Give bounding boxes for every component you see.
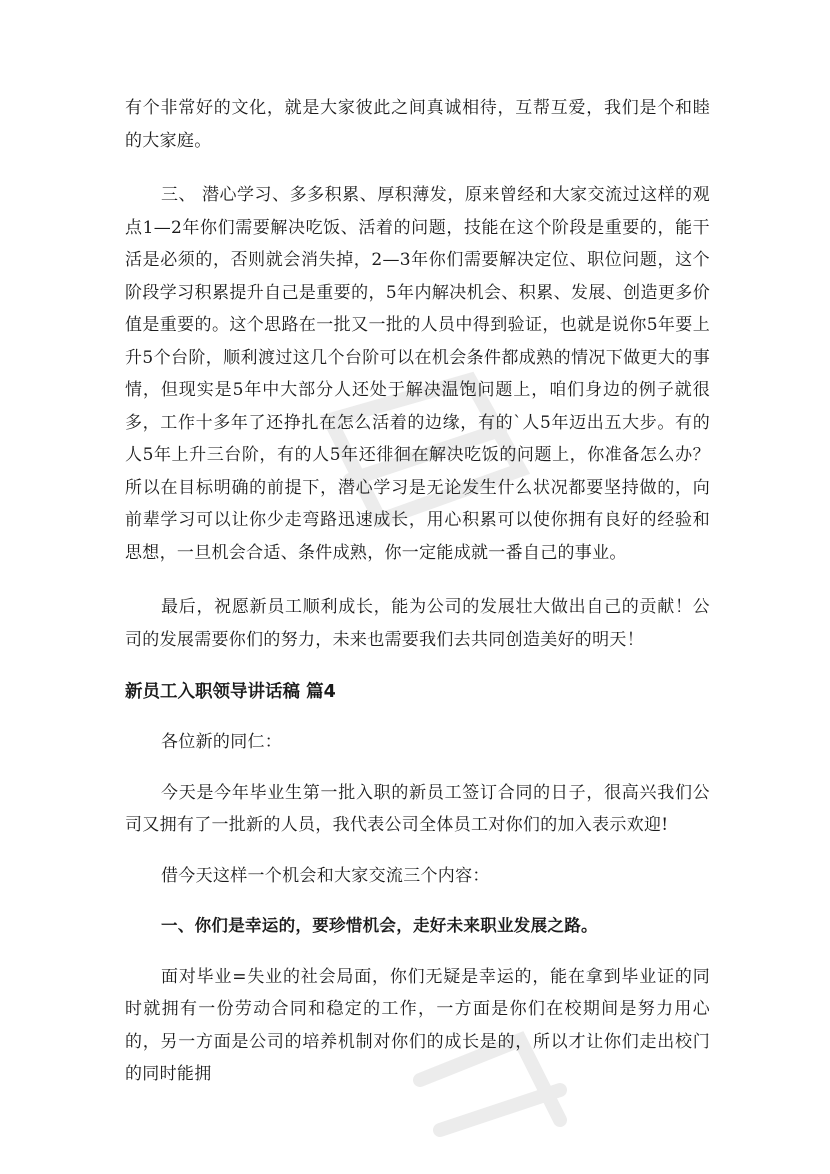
paragraph-body-one: 面对毕业=失业的社会局面，你们无疑是幸运的，能在拿到毕业证的同时就拥有一份劳动合同和稳定的工作，一方面是你们在校期间是努力用心的，另一方面是公司的培养机制对你们的成长是的，所以才让你们走出校门的同时能拥 [125, 966, 710, 1084]
paragraph-culture: 有个非常好的文化，就是大家彼此之间真诚相待，互帮互爱，我们是个和睦的大家庭。 [125, 98, 710, 151]
section-heading: 新员工入职领导讲话稿 篇4 [125, 682, 336, 702]
point-one-heading: 一、你们是幸运的，要珍惜机会，走好未来职业发展之路。 [161, 916, 598, 935]
greeting: 各位新的同仁： [161, 732, 283, 752]
paragraph-point-three: 三、 潜心学习、多多积累、厚积薄发，原来曾经和大家交流过这样的观点1—2年你们需要解决吃饭、活着的问题，技能在这个阶段是重要的，能干活是必须的，否则就会消失掉，2—3年你们需要解决定位、职位问题，这个阶段学习积累提升自己是重要的，5年内解决机会、积累、发展、创造更多价值是重要的。这个思路在一批又一批的人员中得到验证，也就是说你5年要上升5个台阶，顺利渡过这几个台阶可以在机会条件都成熟的情况下做更大的事情，但现实是5年中大部分人还处于解决温饱问题上，咱们身边的例子就很多，工作十多年了还挣扎在怎么活着的边缘，有的`人5年迈出五大步。有的人5年上升三台阶，有的人5年还徘徊在解决吃饭的问题上，你准备怎么办？所以在目标明确的前提下，潜心学习是无论发生什么状况都要坚持做的，向前辈学习可以让你少走弯路迅速成长，用心积累可以使你拥有良好的经验和思想，一旦机会合适、条件成熟，你一定能成就一番自己的事业。 [125, 185, 710, 563]
document-page [125, 92, 710, 1091]
paragraph-intro: 今天是今年毕业生第一批入职的新员工签订合同的日子，很高兴我们公司又拥有了一批新的人员，我代表公司全体员工对你们的加入表示欢迎! [125, 782, 710, 835]
paragraph-transition: 借今天这样一个机会和大家交流三个内容： [161, 865, 490, 886]
paragraph-closing: 最后，祝愿新员工顺利成长，能为公司的发展壮大做出自己的贡献！公司的发展需要你们的努力，未来也需要我们去共同创造美好的明天！ [125, 597, 710, 650]
